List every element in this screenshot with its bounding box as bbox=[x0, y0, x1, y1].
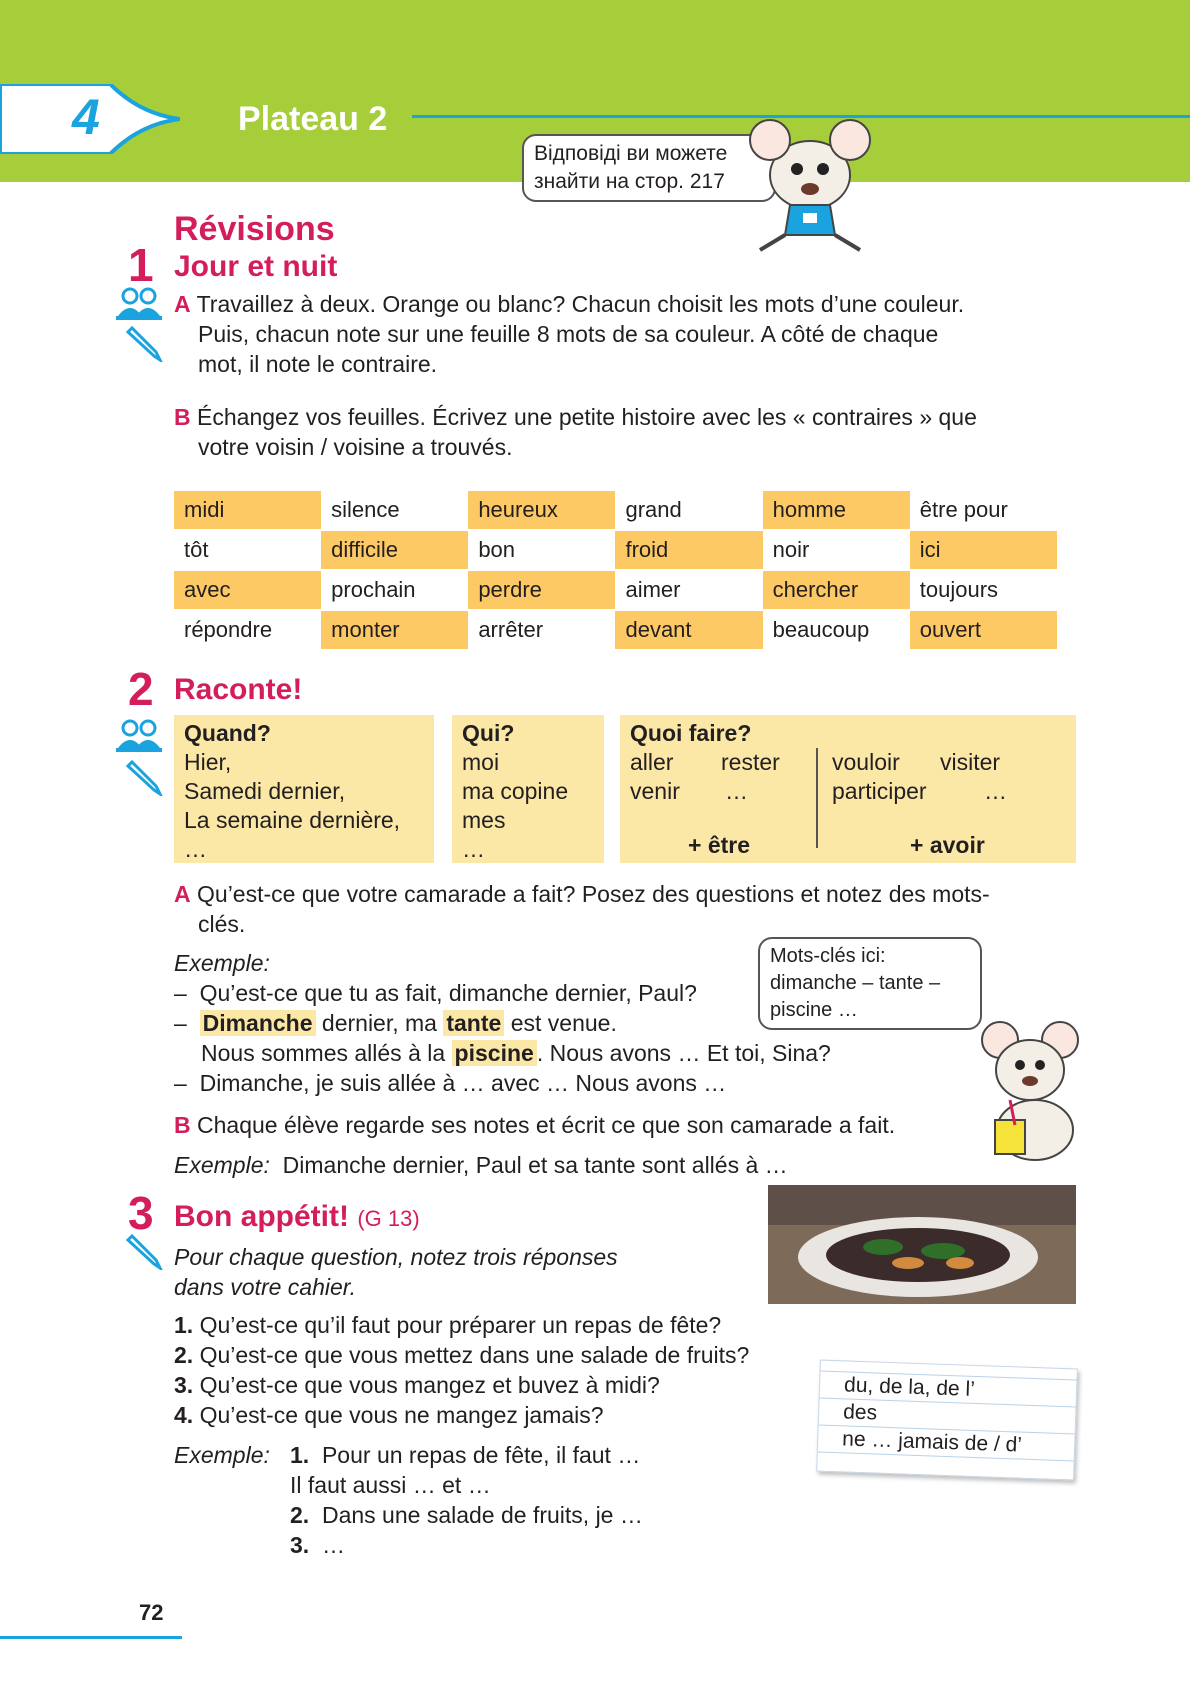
card-line: du, de la, de l’ bbox=[843, 1373, 976, 1401]
bubble-line: piscine … bbox=[770, 999, 858, 1021]
mussels-photo bbox=[768, 1185, 1076, 1304]
dash: – bbox=[174, 980, 187, 1006]
exercise-2a bbox=[174, 879, 1084, 939]
question-list bbox=[174, 1310, 814, 1430]
verb: participer bbox=[832, 778, 927, 804]
question-text: Qu’est-ce qu’il faut pour préparer un repas de fête? bbox=[199, 1312, 722, 1338]
table-row bbox=[174, 570, 1057, 610]
word-cell: heureux bbox=[468, 490, 615, 530]
verb: vouloir bbox=[832, 749, 900, 775]
dialogue-text: Nous sommes allés à la bbox=[201, 1040, 446, 1066]
pencil-icon bbox=[124, 326, 164, 362]
word-cell: toujours bbox=[910, 570, 1057, 610]
pair-work-icon bbox=[116, 718, 162, 758]
answer-text: Dans une salade de fruits, je … bbox=[321, 1502, 643, 1528]
part-letter: B bbox=[174, 404, 191, 430]
example-text: Dimanche dernier, Paul et sa tante sont allés à … bbox=[282, 1152, 788, 1178]
box-heading: Quoi faire? bbox=[630, 720, 752, 746]
box-divider bbox=[816, 748, 818, 848]
chapter-number: 4 bbox=[72, 89, 100, 145]
exercise-2b bbox=[174, 1110, 1074, 1140]
question-number: 1. bbox=[174, 1312, 194, 1338]
question-text: Qu’est-ce que vous ne mangez jamais? bbox=[199, 1402, 604, 1428]
verb: … bbox=[984, 778, 1007, 804]
word-cell: froid bbox=[615, 530, 762, 570]
list-item bbox=[174, 1310, 814, 1340]
answer-text: … bbox=[321, 1532, 345, 1558]
word-cell: être pour bbox=[910, 490, 1057, 530]
word-cell: ici bbox=[910, 530, 1057, 570]
card-text bbox=[842, 1371, 1024, 1458]
word-cell: répondre bbox=[174, 610, 321, 650]
list-item bbox=[174, 1370, 814, 1400]
word-cell: silence bbox=[321, 490, 468, 530]
word-cell: devant bbox=[615, 610, 762, 650]
dialogue-line: Qu’est-ce que tu as fait, dimanche dernier, Paul? bbox=[199, 980, 697, 1006]
pencil-icon bbox=[124, 760, 164, 796]
box-heading: Quand? bbox=[184, 720, 271, 746]
bubble-line: dimanche – tante – bbox=[770, 972, 941, 994]
table-row bbox=[174, 610, 1057, 650]
instruction-line: Qu’est-ce que votre camarade a fait? Posez des questions et notez des mots- bbox=[197, 881, 990, 907]
question-number: 2. bbox=[174, 1342, 194, 1368]
dialogue-line: Dimanche, je suis allée à … avec … Nous avons … bbox=[199, 1070, 727, 1096]
instruction-line: mot, il note le contraire. bbox=[198, 351, 438, 377]
keywords-bubble bbox=[758, 937, 982, 1030]
exercise-title: Jour et nuit bbox=[174, 250, 338, 283]
word-cell: prochain bbox=[321, 570, 468, 610]
bubble-line: Відповіді ви можете bbox=[534, 142, 728, 165]
instruction-line: votre voisin / voisine a trouvés. bbox=[198, 434, 513, 460]
dash: – bbox=[174, 1010, 187, 1036]
grammar-reference: (G 13) bbox=[357, 1206, 420, 1231]
answer-number: 1. bbox=[290, 1442, 310, 1468]
box-item: La semaine dernière, bbox=[184, 807, 401, 833]
instruction-line: clés. bbox=[198, 911, 246, 937]
box-item: ma copine bbox=[462, 778, 569, 804]
word-cell: arrêter bbox=[468, 610, 615, 650]
question-text: Qu’est-ce que vous mettez dans une salade de fruits? bbox=[199, 1342, 750, 1368]
box-item: mes bbox=[462, 807, 506, 833]
exercise-3-intro bbox=[174, 1242, 734, 1302]
page-title: Plateau 2 bbox=[238, 100, 388, 138]
verb: venir bbox=[630, 778, 680, 804]
question-number: 4. bbox=[174, 1402, 194, 1428]
word-cell: beaucoup bbox=[763, 610, 910, 650]
example-label: Exemple: bbox=[174, 950, 270, 976]
bubble-line: Mots-clés ici: bbox=[770, 945, 886, 967]
word-cell: tôt bbox=[174, 530, 321, 570]
instruction-line: Échangez vos feuilles. Écrivez une petite histoire avec les « contraires » que bbox=[197, 404, 977, 430]
qui-box bbox=[452, 715, 604, 863]
list-item bbox=[174, 1340, 814, 1370]
box-heading: Qui? bbox=[462, 720, 515, 746]
word-grid bbox=[174, 489, 1057, 651]
auxiliary-label: + avoir bbox=[910, 832, 985, 858]
verb: … bbox=[725, 778, 748, 804]
grammar-note-card bbox=[816, 1360, 1078, 1481]
keyword-highlight: tante bbox=[443, 1010, 504, 1036]
word-cell: noir bbox=[763, 530, 910, 570]
card-line: ne … jamais de / d’ bbox=[841, 1427, 1023, 1457]
pencil-icon bbox=[124, 1234, 164, 1270]
mouse-mascot-writing bbox=[975, 1015, 1085, 1165]
exercise-number: 1 bbox=[128, 239, 154, 291]
box-item: Hier, bbox=[184, 749, 232, 775]
page-number: 72 bbox=[139, 1600, 164, 1625]
word-cell: midi bbox=[174, 490, 321, 530]
answer-text: Il faut aussi … et … bbox=[290, 1472, 491, 1498]
exercise-title bbox=[174, 1200, 420, 1234]
table-row bbox=[174, 490, 1057, 530]
example-label: Exemple: bbox=[174, 1442, 270, 1468]
exercise-2b-example bbox=[174, 1150, 894, 1180]
box-item: … bbox=[462, 836, 485, 862]
answer-text: Pour un repas de fête, il faut … bbox=[321, 1442, 641, 1468]
word-cell: chercher bbox=[763, 570, 910, 610]
box-item: … bbox=[184, 836, 207, 862]
word-cell: grand bbox=[615, 490, 762, 530]
answer-number: 3. bbox=[290, 1532, 310, 1558]
verb: visiter bbox=[940, 749, 1001, 775]
title-text: Bon appétit! bbox=[174, 1200, 349, 1233]
instruction-line: Puis, chacun note sur une feuille 8 mots de sa couleur. A côté de chaque bbox=[198, 321, 939, 347]
exercise-1b bbox=[174, 402, 1074, 462]
dialogue-text: est venue. bbox=[510, 1010, 617, 1036]
part-letter: A bbox=[174, 881, 191, 907]
word-cell: homme bbox=[763, 490, 910, 530]
list-item bbox=[174, 1400, 814, 1430]
word-cell: perdre bbox=[468, 570, 615, 610]
keyword-highlight: Dimanche bbox=[200, 1010, 316, 1036]
dialogue-text: dernier, ma bbox=[321, 1010, 437, 1036]
question-number: 3. bbox=[174, 1372, 194, 1398]
card-line: des bbox=[842, 1400, 878, 1425]
example-label: Exemple: bbox=[174, 1152, 270, 1178]
question-text: Qu’est-ce que vous mangez et buvez à midi? bbox=[199, 1372, 660, 1398]
exercise-title: Raconte! bbox=[174, 673, 303, 706]
mouse-mascot bbox=[735, 105, 885, 255]
answer-number: 2. bbox=[290, 1502, 310, 1528]
exercise-number: 3 bbox=[128, 1187, 154, 1239]
box-item: Samedi dernier, bbox=[184, 778, 346, 804]
verb: rester bbox=[721, 749, 780, 775]
pair-work-icon bbox=[116, 286, 162, 326]
word-cell: avec bbox=[174, 570, 321, 610]
instruction-line: dans votre cahier. bbox=[174, 1274, 356, 1300]
example-answers bbox=[290, 1440, 740, 1560]
instruction-line: Pour chaque question, notez trois réponses bbox=[174, 1244, 618, 1270]
instruction-line: Travaillez à deux. Orange ou blanc? Chacun choisit les mots d’une couleur. bbox=[196, 291, 965, 317]
instruction-line: Chaque élève regarde ses notes et écrit ce que son camarade a fait. bbox=[197, 1112, 896, 1138]
auxiliary-label: + être bbox=[688, 832, 751, 858]
word-cell: monter bbox=[321, 610, 468, 650]
exercise-1a bbox=[174, 289, 1074, 379]
bubble-line: знайти на стор. 217 bbox=[534, 170, 725, 193]
part-letter: B bbox=[174, 1112, 191, 1138]
word-cell: difficile bbox=[321, 530, 468, 570]
exercise-number: 2 bbox=[128, 663, 154, 715]
section-heading-revisions: Révisions bbox=[174, 210, 335, 248]
box-item: moi bbox=[462, 749, 500, 775]
quoi-box bbox=[620, 715, 1076, 863]
part-letter: A bbox=[174, 291, 191, 317]
footer-rule bbox=[0, 1636, 182, 1639]
verb: aller bbox=[630, 749, 674, 775]
keyword-highlight: piscine bbox=[452, 1040, 537, 1066]
word-cell: ouvert bbox=[910, 610, 1057, 650]
quand-box bbox=[174, 715, 434, 863]
table-row bbox=[174, 530, 1057, 570]
word-cell: bon bbox=[468, 530, 615, 570]
dialogue-text: . Nous avons … Et toi, Sina? bbox=[536, 1040, 831, 1066]
dash: – bbox=[174, 1070, 187, 1096]
word-cell: aimer bbox=[615, 570, 762, 610]
